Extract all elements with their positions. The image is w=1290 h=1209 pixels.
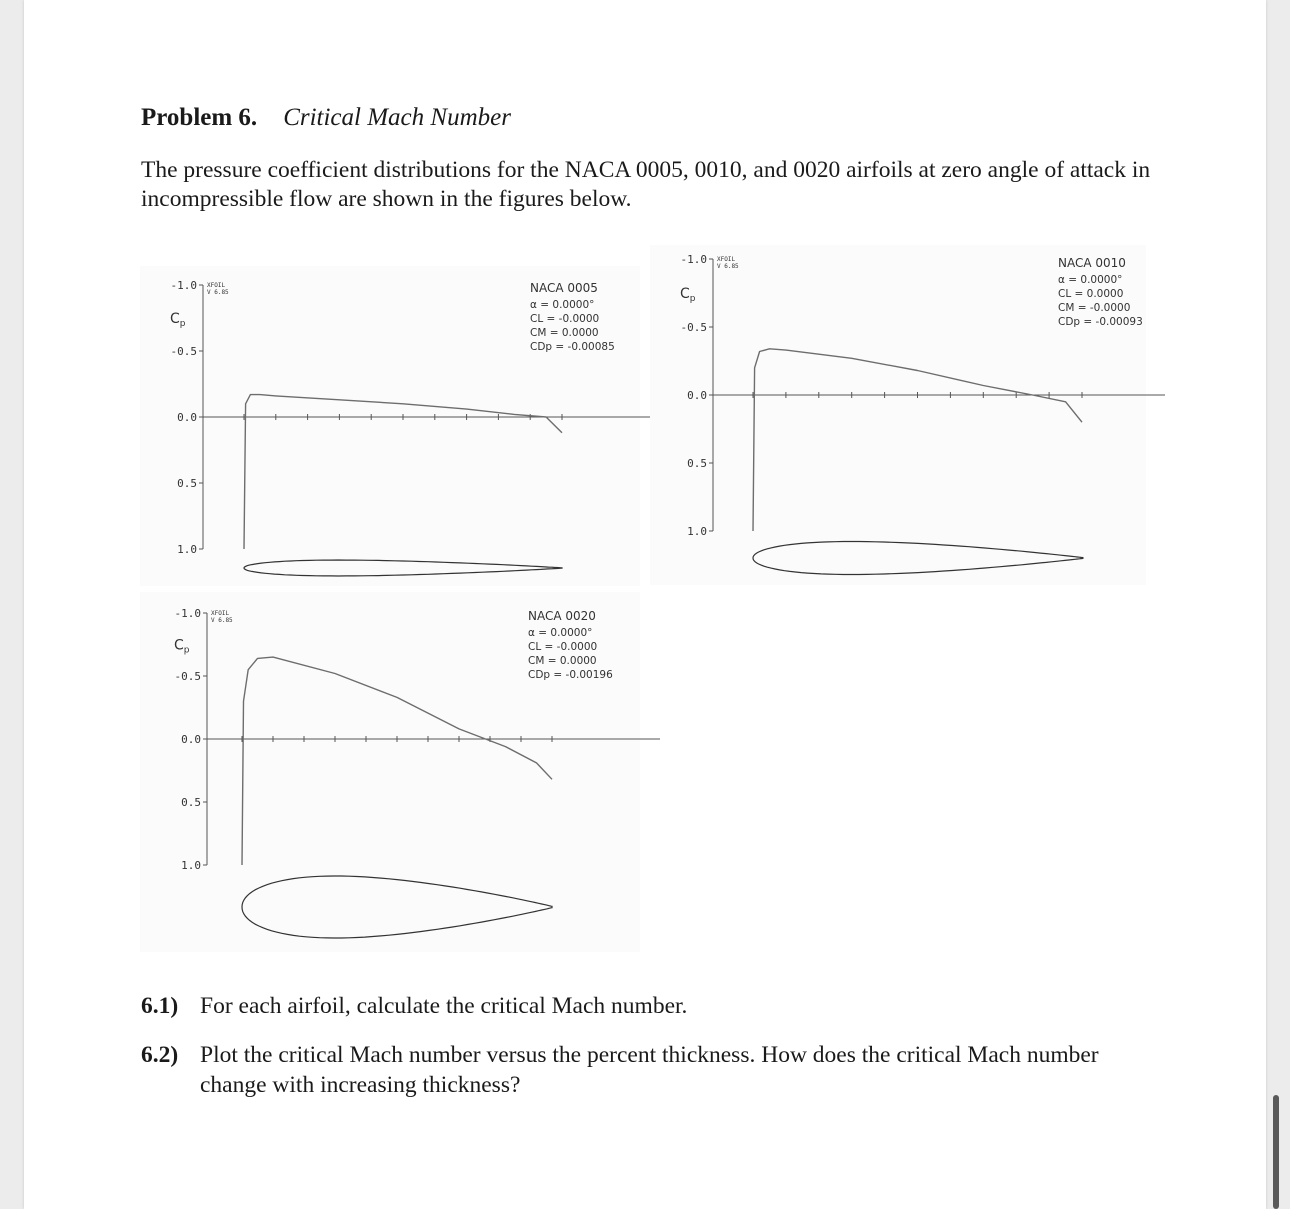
y-tick-label: -1.0	[680, 253, 707, 266]
question-6-2-number: 6.2)	[141, 1042, 179, 1068]
version-label: V 6.85	[211, 617, 233, 624]
cp-plot-naca-0005-svg	[140, 266, 640, 586]
legend-line: CL = -0.0000	[528, 641, 598, 653]
legend-line: CDp = -0.00085	[530, 341, 615, 353]
y-tick-label: 0.5	[181, 796, 201, 809]
airfoil-outline	[753, 542, 1083, 575]
xfoil-label: XFOIL	[207, 282, 226, 289]
y-tick-label: 0.0	[177, 411, 197, 424]
y-tick-label: 0.5	[687, 457, 707, 470]
version-label: V 6.85	[717, 263, 739, 270]
question-6-1-number: 6.1)	[141, 993, 179, 1019]
question-6-2	[141, 1040, 1151, 1100]
airfoil-outline	[242, 876, 552, 938]
cp-plot-naca-0010-svg	[650, 245, 1146, 585]
y-tick-label: -1.0	[170, 279, 197, 292]
y-tick-label: -0.5	[680, 321, 707, 334]
y-tick-label: 0.0	[181, 733, 201, 746]
problem-title: Critical Mach Number	[283, 104, 511, 131]
problem-intro: The pressure coefficient distributions for the NACA 0005, 0010, and 0020 airfoils at zero angle of attack in incompressible flow are shown in the figures below.	[141, 157, 1151, 212]
xfoil-label: XFOIL	[717, 256, 736, 263]
cp-plot-naca-0020	[140, 592, 640, 952]
y-tick-label: 0.0	[687, 389, 707, 402]
y-tick-label: -1.0	[174, 607, 201, 620]
legend-line: CM = 0.0000	[528, 655, 597, 667]
cp-curve	[242, 657, 552, 865]
cp-axis-label: $C_p$	[170, 311, 186, 329]
version-label: V 6.85	[207, 289, 229, 296]
y-tick-label: 0.5	[177, 477, 197, 490]
cp-plot-naca-0005	[140, 266, 640, 586]
cp-axis-label: $C_p$	[680, 286, 696, 304]
legend-line: CDp = -0.00196	[528, 669, 613, 681]
cp-axis-label: $C_p$	[174, 637, 190, 656]
y-tick-label: 1.0	[687, 525, 707, 538]
scrollbar-thumb[interactable]	[1273, 1095, 1279, 1209]
cp-curve	[753, 349, 1082, 531]
y-tick-label: 1.0	[181, 859, 201, 872]
question-6-1	[141, 991, 1151, 1021]
airfoil-outline	[244, 560, 562, 576]
legend-line: CL = -0.0000	[530, 313, 600, 325]
legend-line: α = 0.0000°	[528, 627, 593, 639]
problem-number: Problem 6.	[141, 104, 258, 131]
legend-line: CM = -0.0000	[1058, 302, 1131, 314]
xfoil-label: XFOIL	[211, 610, 230, 617]
legend-line: CL = 0.0000	[1058, 288, 1124, 300]
question-6-1-text: For each airfoil, calculate the critical Mach number.	[200, 993, 688, 1019]
legend-line: α = 0.0000°	[530, 299, 595, 311]
legend-line: CM = 0.0000	[530, 327, 599, 339]
question-6-2-text: Plot the critical Mach number versus the percent thickness. How does the critical Mach number change with increasing thickness?	[200, 1042, 1099, 1098]
problem-heading	[141, 104, 511, 132]
cp-plot-naca-0020-svg	[140, 592, 640, 952]
y-tick-label: -0.5	[174, 670, 201, 683]
y-tick-label: 1.0	[177, 543, 197, 556]
legend-airfoil-name: NACA 0005	[530, 281, 598, 295]
legend-line: CDp = -0.00093	[1058, 316, 1143, 328]
document-page	[24, 0, 1266, 1209]
legend-airfoil-name: NACA 0020	[528, 609, 596, 623]
legend-line: α = 0.0000°	[1058, 274, 1123, 286]
legend-airfoil-name: NACA 0010	[1058, 256, 1126, 270]
y-tick-label: -0.5	[170, 345, 197, 358]
cp-plot-naca-0010	[650, 245, 1146, 585]
